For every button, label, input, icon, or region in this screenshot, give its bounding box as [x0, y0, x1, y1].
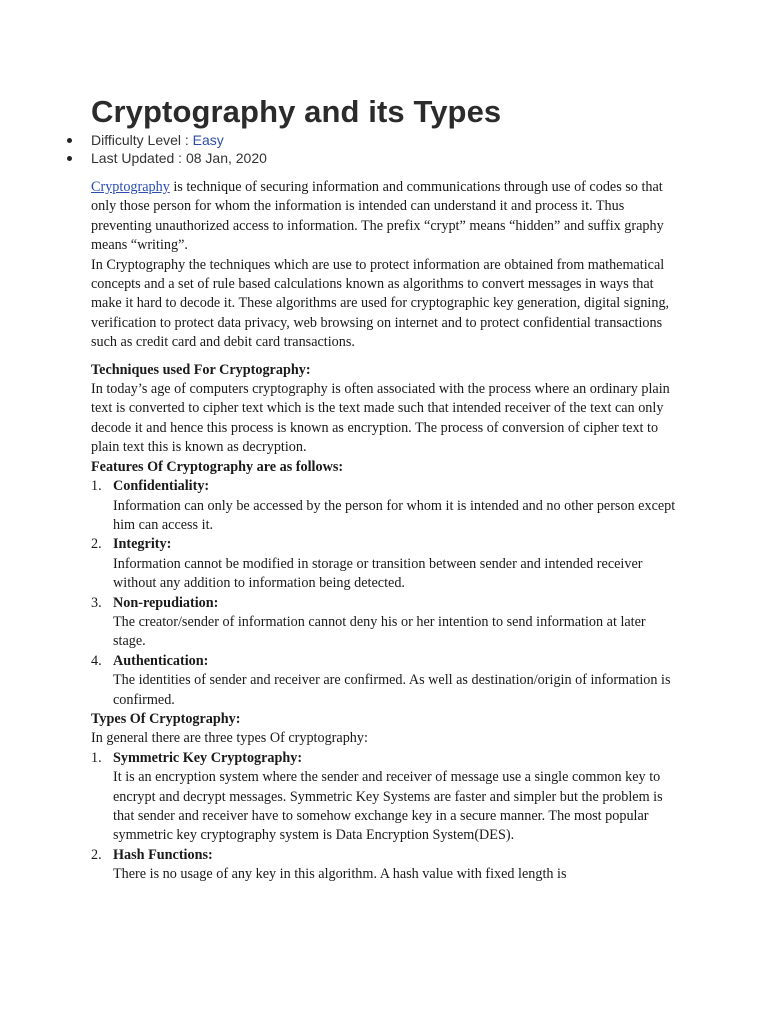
- techniques-paragraph: In today’s age of computers cryptography is often associated with the process where an ordinary plain text is converted to cipher text which is the text made such that intended receiver of the text can only decode it and hence this process is known as encryption. The process of conversion of cipher text to plain text this is known as decryption.: [91, 381, 670, 456]
- list-number: 1.: [91, 749, 102, 766]
- feature-description: Information can only be accessed by the person for whom it is intended and no other person except him can access it.: [113, 497, 676, 533]
- difficulty-level: [91, 131, 676, 149]
- last-updated: Last Updated : 08 Jan, 2020: [91, 149, 676, 167]
- type-label: Hash Functions:: [113, 846, 213, 863]
- list-number: 2.: [91, 536, 102, 553]
- article-meta: [91, 131, 676, 167]
- feature-label: Non-repudiation:: [113, 594, 219, 611]
- list-number: 1.: [91, 478, 102, 495]
- features-list: [91, 477, 676, 710]
- list-item: [91, 652, 676, 710]
- intro-paragraph-1-text: is technique of securing information and communications through use of codes so that only those person for whom the information is intended can understand it and process it. Thus preventing unauthorized access to information. The prefix “crypt” means “hidden” and suffix graphy means “writing”.: [91, 179, 664, 254]
- list-item: [91, 535, 676, 593]
- intro-paragraph-2: In Cryptography the techniques which are use to protect information are obtained from mathematical concepts and a set of rule based calculations known as algorithms to convert messages in ways that make it hard to decode it. These algorithms are used for cryptographic key generation, digital signing, verification to protect data privacy, web browsing on internet and to protect confidential transactions such as credit card and debit card transactions.: [91, 256, 670, 351]
- list-item: [91, 594, 676, 652]
- feature-label: Integrity:: [113, 536, 172, 553]
- page-title: Cryptography and its Types: [91, 94, 502, 129]
- list-number: 2.: [91, 846, 102, 863]
- list-number: 4.: [91, 652, 102, 669]
- feature-label: Confidentiality:: [113, 478, 210, 495]
- list-item: [91, 846, 676, 885]
- type-label: Symmetric Key Cryptography:: [113, 749, 303, 766]
- types-intro: In general there are three types Of cryptography:: [91, 730, 368, 747]
- list-item: [91, 477, 676, 535]
- feature-description: Information cannot be modified in storage or transition between sender and intended receiver without any addition to information being detected.: [113, 555, 643, 592]
- difficulty-value-link[interactable]: Easy: [192, 132, 224, 148]
- type-description: There is no usage of any key in this algorithm. A hash value with fixed length is: [113, 866, 567, 883]
- types-heading: Types Of Cryptography:: [91, 710, 241, 727]
- features-heading: Features Of Cryptography are as follows:: [91, 458, 344, 475]
- cryptography-link[interactable]: Cryptography: [91, 179, 170, 195]
- types-list: [91, 749, 676, 885]
- feature-description: The identities of sender and receiver are confirmed. As well as destination/origin of information is confirmed.: [113, 672, 671, 708]
- difficulty-label: Difficulty Level :: [91, 132, 193, 148]
- article-content: [91, 93, 676, 885]
- feature-label: Authentication:: [113, 652, 209, 669]
- techniques-heading: Techniques used For Cryptography:: [91, 361, 311, 378]
- feature-description: The creator/sender of information cannot deny his or her intention to send information at later stage.: [113, 613, 646, 650]
- intro-paragraph-1: [91, 178, 676, 256]
- list-number: 3.: [91, 594, 102, 611]
- type-description: It is an encryption system where the sender and receiver of message use a single common key to encrypt and decrypt messages. Symmetric Key Systems are faster and simpler but the problem is that sender and receiver have to somehow exchange key in a secure manner. The most popular symmetric key cryptography system is Data Encryption System(DES).: [113, 769, 663, 844]
- list-item: [91, 749, 676, 846]
